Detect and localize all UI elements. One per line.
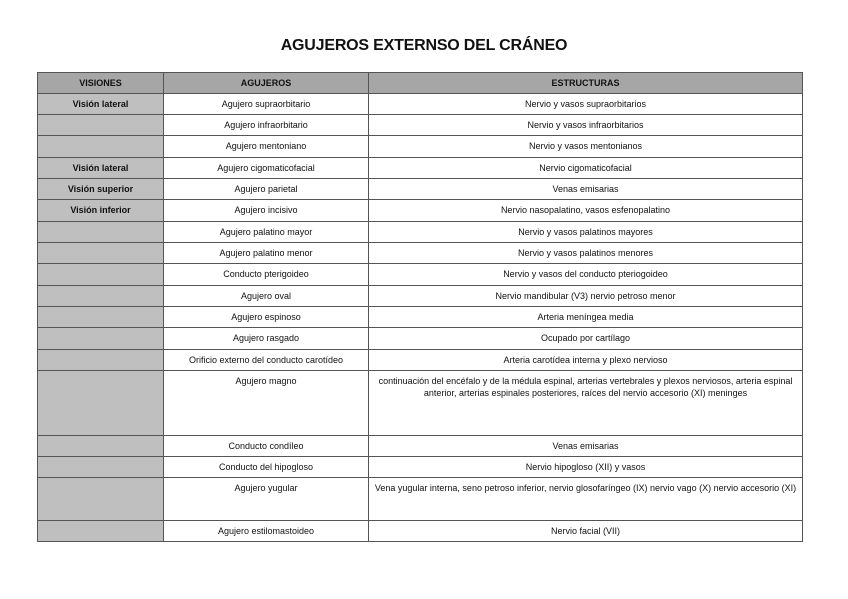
estructura-cell: Ocupado por cartílago [369,328,803,350]
estructura-cell: Vena yugular interna, seno petroso inferior, nervio glosofaríngeo (IX) nervio vago (X) nervio accesorio (XI) [369,478,803,521]
page-title: AGUJEROS EXTERNSO DEL CRÁNEO [280,37,568,54]
estructura-cell: Nervio y vasos mentonianos [369,136,803,158]
vision-cell [38,136,164,158]
agujero-cell: Agujero infraorbitario [164,115,369,136]
vision-cell [38,243,164,264]
vision-cell: Visión inferior [38,200,164,222]
column-header-agujeros: AGUJEROS [164,73,369,94]
table-row [38,478,803,521]
estructura-cell: Venas emisarias [369,179,803,200]
table-row [38,328,803,350]
vision-cell: Visión lateral [38,158,164,179]
agujero-cell: Conducto del hipogloso [164,457,369,478]
vision-cell [38,115,164,136]
foramina-table [37,72,803,542]
vision-cell [38,478,164,521]
vision-cell [38,286,164,307]
estructura-cell: Arteria meníngea media [369,307,803,328]
estructura-cell: Arteria carotídea interna y plexo nervioso [369,350,803,371]
estructura-cell: Nervio y vasos supraorbitarios [369,94,803,115]
estructura-cell: Venas emisarias [369,436,803,457]
table-row [38,307,803,328]
agujero-cell: Agujero oval [164,286,369,307]
vision-cell: Visión superior [38,179,164,200]
estructura-cell: Nervio nasopalatino, vasos esfenopalatino [369,200,803,222]
table-row [38,350,803,371]
vision-cell [38,371,164,436]
column-header-visiones: VISIONES [38,73,164,94]
agujero-cell: Agujero palatino mayor [164,222,369,243]
table-row [38,457,803,478]
estructura-cell: Nervio y vasos palatinos menores [369,243,803,264]
estructura-cell: Nervio cigomaticofacial [369,158,803,179]
estructura-cell: Nervio y vasos infraorbitarios [369,115,803,136]
vision-cell [38,521,164,542]
table-row [38,286,803,307]
agujero-cell: Agujero yugular [164,478,369,521]
agujero-cell: Agujero rasgado [164,328,369,350]
estructura-cell: Nervio hipogloso (XII) y vasos [369,457,803,478]
vision-cell [38,264,164,286]
estructura-cell: Nervio mandibular (V3) nervio petroso menor [369,286,803,307]
agujero-cell: Agujero estilomastoideo [164,521,369,542]
table-row [38,179,803,200]
agujero-cell: Agujero espinoso [164,307,369,328]
table-row [38,136,803,158]
vision-cell [38,436,164,457]
estructura-cell: Nervio y vasos del conducto pteriogoideo [369,264,803,286]
table-row [38,158,803,179]
vision-cell [38,222,164,243]
vision-cell: Visión lateral [38,94,164,115]
vision-cell [38,328,164,350]
table-row [38,371,803,436]
agujero-cell: Agujero magno [164,371,369,436]
column-header-estructuras: ESTRUCTURAS [369,73,803,94]
agujero-cell: Agujero cigomaticofacial [164,158,369,179]
agujero-cell: Conducto pterigoideo [164,264,369,286]
agujero-cell: Agujero palatino menor [164,243,369,264]
table-row [38,436,803,457]
vision-cell [38,350,164,371]
table-header-row [38,73,803,94]
agujero-cell: Orificio externo del conducto carotídeo [164,350,369,371]
table-row [38,115,803,136]
table-row [38,222,803,243]
vision-cell [38,307,164,328]
agujero-cell: Agujero parietal [164,179,369,200]
agujero-cell: Agujero mentoniano [164,136,369,158]
estructura-cell: continuación del encéfalo y de la médula espinal, arterias vertebrales y plexos nerviosos, arteria espinal anterior, arterias espinales posteriores, raíces del nervio accesorio (XI) meninges [369,371,803,436]
agujero-cell: Agujero incisivo [164,200,369,222]
agujero-cell: Agujero supraorbitario [164,94,369,115]
vision-cell [38,457,164,478]
table-row [38,521,803,542]
table-row [38,243,803,264]
table-row [38,200,803,222]
estructura-cell: Nervio y vasos palatinos mayores [369,222,803,243]
agujero-cell: Conducto condíleo [164,436,369,457]
table-row [38,94,803,115]
table-row [38,264,803,286]
estructura-cell: Nervio facial (VII) [369,521,803,542]
